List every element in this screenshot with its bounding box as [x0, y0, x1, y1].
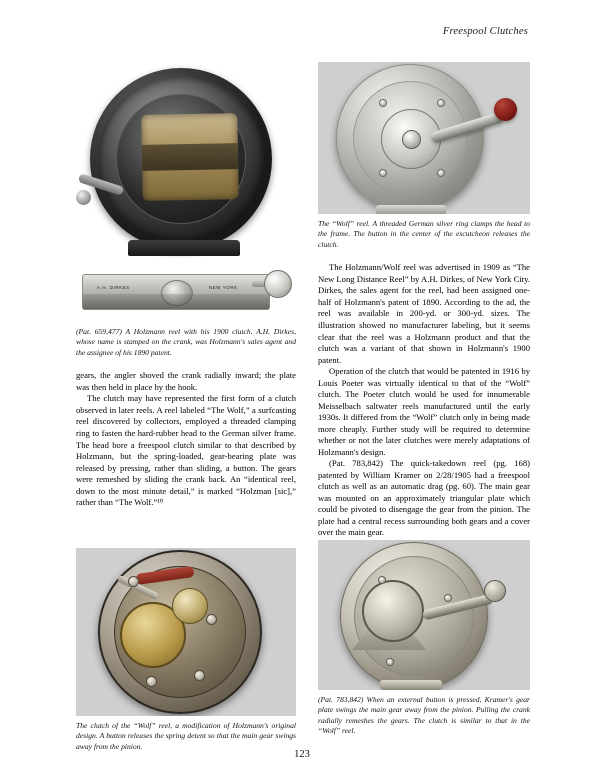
right-lower-figure-wrap: [318, 540, 530, 737]
paragraph: The Holzmann/Wolf reel was advertised in 1909 as “The New Long Distance Reel” by A.H. Dirkes, of New York City. Dirkes, the sales agent for the reel, had been assigned one-half of Holzmann's patent of 1890. According to the ad, the reel was available in 200-yd. or 300-yd. sizes. The illustration showed no manufacturer labeling, but it seems clear that the reel was a Holzmann product and that the clutch was a variant of that shown in Holzmann's 1900 patent.: [318, 262, 530, 365]
wolf-clutch-photo: [76, 548, 296, 716]
kramer-reel-photo: [318, 540, 530, 690]
main-gear-cover: [362, 580, 424, 642]
figure-wolf-clutch: [76, 548, 296, 752]
reel-foot: [128, 240, 240, 256]
page-number: 123: [294, 749, 310, 760]
pinion-gear: [172, 588, 208, 624]
screw-icon: [128, 576, 139, 587]
holzmann-reel-photo: [76, 62, 296, 258]
paragraph: (Pat. 783,842) The quick-takedown reel (pg. 168) patented by William Kramer on 2/28/1905 had a freespool clutch as well as an automatic drag (pg. 60). The main gear was mounted on an approximately triangular plate which could be pivoted to disengage the gear from the pinion. The plate had a central recess surrounding both gears and a cover over the main gear.: [318, 458, 530, 538]
right-column: [318, 62, 530, 539]
reel-spool: [141, 113, 238, 201]
screw-icon: [194, 670, 205, 681]
screw-icon: [437, 169, 445, 177]
nameplate-knob: [264, 270, 292, 298]
reel-crank-knob: [76, 190, 91, 205]
nameplate-photo: [76, 260, 296, 322]
nameplate-text-right: NEW YORK: [209, 285, 238, 290]
nameplate-center-boss: [161, 280, 193, 306]
figure-wolf-reel: [318, 62, 530, 250]
wolf-reel-photo: [318, 62, 530, 214]
paragraph: Operation of the clutch that would be patented in 1916 by Louis Poeter was virtually identical to that of the “Wolf” clutch. The Poeter clutch would be used for innumerable Meisselbach saltwater reels manufactured until the early 1930s. It differed from the “Wolf” clutch only in being made more cheaply. Further study will be required to determine whether or not the later clutches were merely adaptations of Holzmann's design.: [318, 366, 530, 457]
figure-holzmann-reel: [76, 62, 296, 358]
left-body-text: [76, 370, 296, 508]
caption-wolf-reel: The “Wolf” reel. A threaded German silver ring clamps the head to the frame. The button in the center of the escutcheon releases the clutch.: [318, 219, 530, 249]
rivet-icon: [378, 576, 386, 584]
screw-icon: [437, 99, 445, 107]
nameplate-text-left: A.H. DIRKES: [97, 285, 130, 290]
figure-kramer-reel: [318, 540, 530, 737]
rivet-icon: [444, 594, 452, 602]
screw-icon: [379, 169, 387, 177]
caption-holzmann-reel: (Pat. 659,477) A Holzmann reel with his 1900 clutch. A.H. Dirkes, whose name is stamped on the crank, was Holzmann's sales agent and the assignee of his 1890 patent.: [76, 327, 296, 357]
left-column: [76, 62, 296, 521]
paragraph: gears, the angler shoved the crank radially inward; the plate was then held in place by the hook.: [76, 370, 296, 392]
screw-icon: [379, 99, 387, 107]
caption-wolf-clutch: The clutch of the “Wolf” reel, a modification of Holzmann's original design. A button releases the spring detent so that the main gear swings away from the pinion.: [76, 721, 296, 751]
reel-body: [336, 64, 484, 212]
screw-icon: [206, 614, 217, 625]
right-body-text: [318, 262, 530, 538]
rivet-icon: [386, 658, 394, 666]
caption-kramer-reel: (Pat. 783,842) When an external button is pressed, Kramer's gear plate swings the main gear away from the pinion. Pulling the crank radially remeshes the gears. The clutch is similar to that in the “Wolf” reel.: [318, 695, 530, 736]
running-head: Freespool Clutches: [442, 26, 528, 37]
paragraph: The clutch may have represented the first form of a clutch observed in later reels. A reel labeled “The Wolf,” a surfcasting reel discovered by collectors, employed a threaded clamping ring to fasten the hard-rubber head to the German silver frame. The head bore a freespool clutch similar to that described by Holzmann, but the spring-loaded, gear-bearing plate was released by pressing, rather than sliding, a button. The gears were remeshed by sliding the crank back. An “identical reel, down to the most minute detail,” is marked “Holzman [sic],” rather than “The Wolf.”¹⁰: [76, 393, 296, 508]
left-lower-figure-wrap: [76, 548, 296, 752]
reel-crank-knob: [494, 98, 517, 121]
nameplate-body: [82, 274, 270, 310]
reel-foot: [376, 205, 446, 214]
reel-crank-knob: [484, 580, 506, 602]
screw-icon: [146, 676, 157, 687]
clutch-release-button: [402, 130, 421, 149]
reel-foot: [380, 680, 442, 690]
